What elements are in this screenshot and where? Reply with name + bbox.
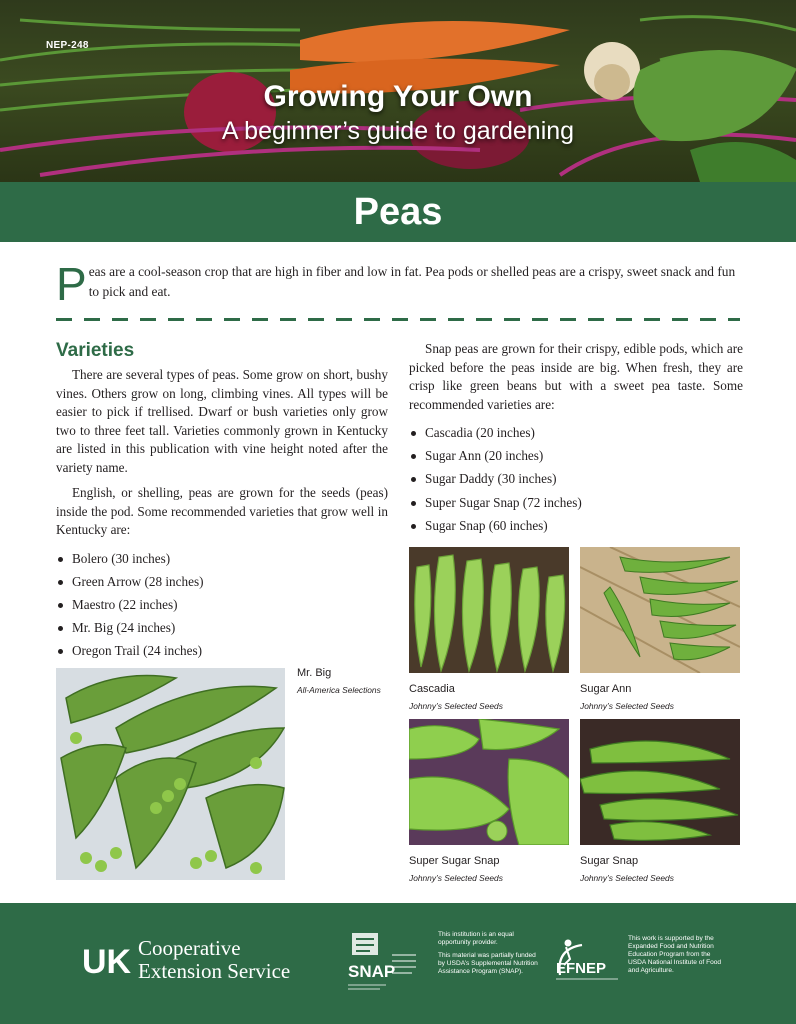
page-title: Peas: [353, 191, 443, 233]
intro-paragraph: [56, 258, 744, 310]
photo-mr-big: [56, 668, 285, 880]
list-item: Cascadia (20 inches): [409, 421, 743, 444]
title-band: [0, 182, 796, 242]
snap-peas-paragraph: Snap peas are grown for their crispy, edible pods, which are picked before the peas inside are big. When fresh, they are crisp like green beans but with a sweet pea taste. Some recommended varieties are:: [409, 341, 743, 412]
list-item: Sugar Daddy (30 inches): [409, 467, 743, 490]
dashed-divider: [56, 318, 740, 321]
section-heading-varieties: Varieties: [56, 340, 135, 361]
photo-super-sugar-snap: [409, 719, 569, 845]
series-subtitle: A beginner’s guide to gardening: [221, 117, 575, 145]
hero-banner: [0, 0, 796, 182]
efnep-logo-text: EFNEP: [556, 960, 607, 977]
list-item: Green Arrow (28 inches): [56, 570, 388, 593]
caption-sugar-ann: Sugar Ann: [580, 683, 632, 695]
varieties-paragraph-2: English, or shelling, peas are grown for the seeds (peas) inside the pod. Some recommended varieties that grow well in Kentucky are:: [56, 485, 388, 537]
credit-cascadia: Johnny’s Selected Seeds: [409, 701, 503, 711]
uk-logo: [82, 939, 134, 979]
footer: [0, 903, 796, 1024]
list-item: Sugar Ann (20 inches): [409, 444, 743, 467]
snap-logo: [346, 929, 430, 991]
photo-sugar-snap: [580, 719, 740, 845]
credit-sugar-ann: Johnny’s Selected Seeds: [580, 701, 674, 711]
efnep-support-note: This work is supported by the Expanded Food and Nutrition Education Program from the USDA National Institute of Food and Agriculture.: [628, 935, 722, 974]
list-item: Sugar Snap (60 inches): [409, 514, 743, 537]
list-item: Oregon Trail (24 inches): [56, 639, 388, 662]
publication-number: NEP-248: [46, 40, 89, 51]
list-item: Bolero (30 inches): [56, 547, 388, 570]
credit-mr-big: All-America Selections: [297, 685, 381, 695]
caption-mr-big: Mr. Big: [297, 667, 332, 679]
intro-text: eas are a cool-season crop that are high in fiber and low in fat. Pea pods or shelled peas are a crispy, sweet snack and fun to pick and eat.: [88, 264, 736, 299]
list-item: Mr. Big (24 inches): [56, 616, 388, 639]
english-peas-list: [56, 547, 388, 663]
photo-sugar-ann: [580, 547, 740, 673]
drop-cap: P: [56, 258, 87, 310]
photo-cascadia: [409, 547, 569, 673]
snap-peas-list: [409, 421, 743, 537]
caption-cascadia: Cascadia: [409, 683, 455, 695]
credit-super-sugar-snap: Johnny’s Selected Seeds: [409, 873, 503, 883]
uk-logo-letters: UK: [82, 943, 132, 979]
efnep-logo: [552, 935, 622, 985]
snap-funding-note: This material was partially funded by USDA’s Supplemental Nutrition Assistance Program (SNAP).: [438, 952, 538, 975]
caption-super-sugar-snap: Super Sugar Snap: [409, 855, 500, 867]
snap-logo-text: SNAP: [348, 962, 396, 981]
series-title: Growing Your Own: [263, 80, 533, 113]
varieties-paragraph-1: There are several types of peas. Some grow on short, bushy vines. Others grow on long, climbing vines. All types will be easier to pick if trellised. Dwarf or bush varieties only grow two to three feet tall. Varieties commonly grown in Kentucky are listed in this publication with vine height noted after the variety name.: [56, 367, 388, 475]
left-column: [56, 340, 388, 662]
ces-line-1: Cooperative: [138, 936, 241, 960]
credit-sugar-snap: Johnny’s Selected Seeds: [580, 873, 674, 883]
list-item: Super Sugar Snap (72 inches): [409, 491, 743, 514]
snap-disclaimer: [438, 931, 538, 976]
caption-sugar-snap: Sugar Snap: [580, 855, 639, 867]
right-column: [409, 340, 743, 537]
list-item: Maestro (22 inches): [56, 593, 388, 616]
cooperative-extension-wordmark: [138, 937, 290, 983]
equal-opportunity-note: This institution is an equal opportunity provider.: [438, 931, 514, 946]
ces-line-2: Extension Service: [138, 959, 291, 983]
